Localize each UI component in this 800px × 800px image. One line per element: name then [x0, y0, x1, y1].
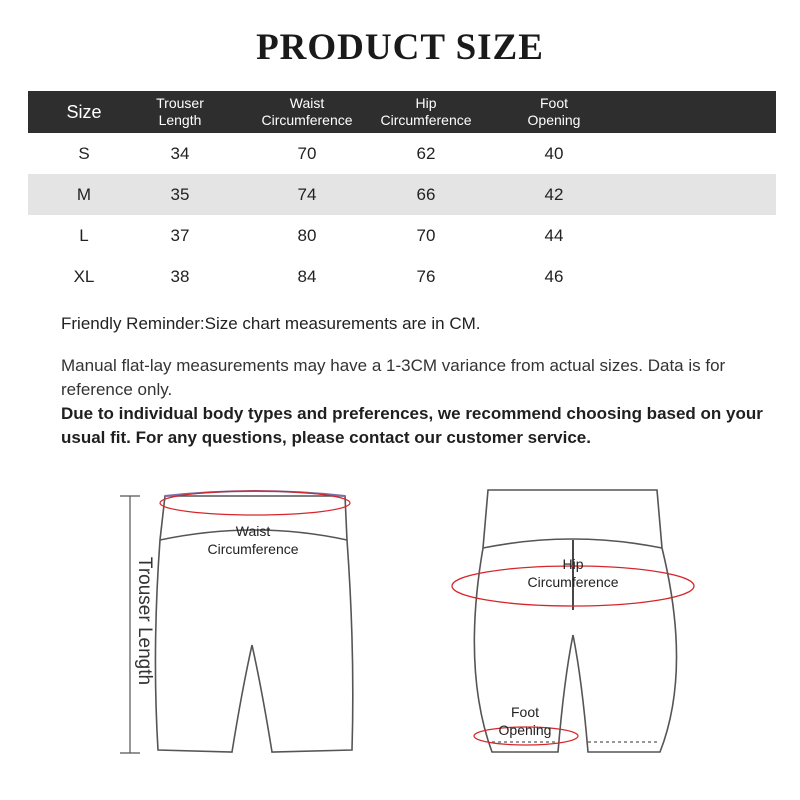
table-row	[28, 174, 776, 215]
cell-size: M	[76, 184, 92, 204]
cell-hip: 76	[416, 266, 436, 286]
cell-waist: 84	[297, 266, 317, 286]
cell-hip: 70	[416, 225, 436, 245]
cell-hip: 62	[416, 143, 436, 163]
cell-foot-opening: 40	[544, 143, 564, 163]
cell-hip: 66	[416, 184, 436, 204]
table-row	[28, 133, 776, 174]
cell-waist: 70	[297, 143, 317, 163]
size-table	[28, 91, 776, 297]
variance-note: Manual flat-lay measurements may have a 1-3CM variance from actual sizes. Data is for reference only.	[61, 356, 726, 399]
header-size: Size	[66, 101, 102, 122]
cell-trouser-length: 34	[170, 143, 190, 163]
header-trouser-length: Trouser Length	[156, 95, 204, 128]
cell-foot-opening: 42	[544, 184, 564, 204]
table-row	[28, 256, 776, 297]
table-header	[28, 91, 776, 133]
unit-reminder: Friendly Reminder:Size chart measurements are in CM.	[61, 314, 481, 333]
cell-foot-opening: 46	[544, 266, 564, 286]
cell-waist: 80	[297, 225, 317, 245]
cell-trouser-length: 38	[170, 266, 190, 286]
foot-opening-label: Foot Opening	[498, 704, 552, 738]
cell-size: S	[78, 143, 90, 163]
waist-label: Waist Circumference	[207, 523, 299, 557]
page-title: PRODUCT SIZE	[256, 27, 544, 68]
cell-trouser-length: 35	[170, 184, 190, 204]
measurement-diagram	[0, 470, 800, 800]
fit-advice: Due to individual body types and preferences, we recommend choosing based on your usual fit. For any questions, please contact our customer service.	[61, 404, 763, 447]
cell-waist: 74	[297, 184, 317, 204]
cell-trouser-length: 37	[170, 225, 190, 245]
header-foot-opening: Foot Opening	[527, 95, 581, 128]
shorts-illustration	[0, 470, 800, 800]
waist-measure-ellipse	[160, 491, 350, 515]
header-waist-circumference: Waist Circumference	[261, 95, 353, 128]
cell-size: XL	[73, 266, 95, 286]
trouser-length-label: Trouser Length	[134, 556, 155, 686]
header-hip-circumference: Hip Circumference	[380, 95, 472, 128]
table-row	[28, 215, 776, 256]
hip-label: Hip Circumference	[527, 556, 619, 590]
cell-size: L	[79, 225, 89, 245]
cell-foot-opening: 44	[544, 225, 564, 245]
